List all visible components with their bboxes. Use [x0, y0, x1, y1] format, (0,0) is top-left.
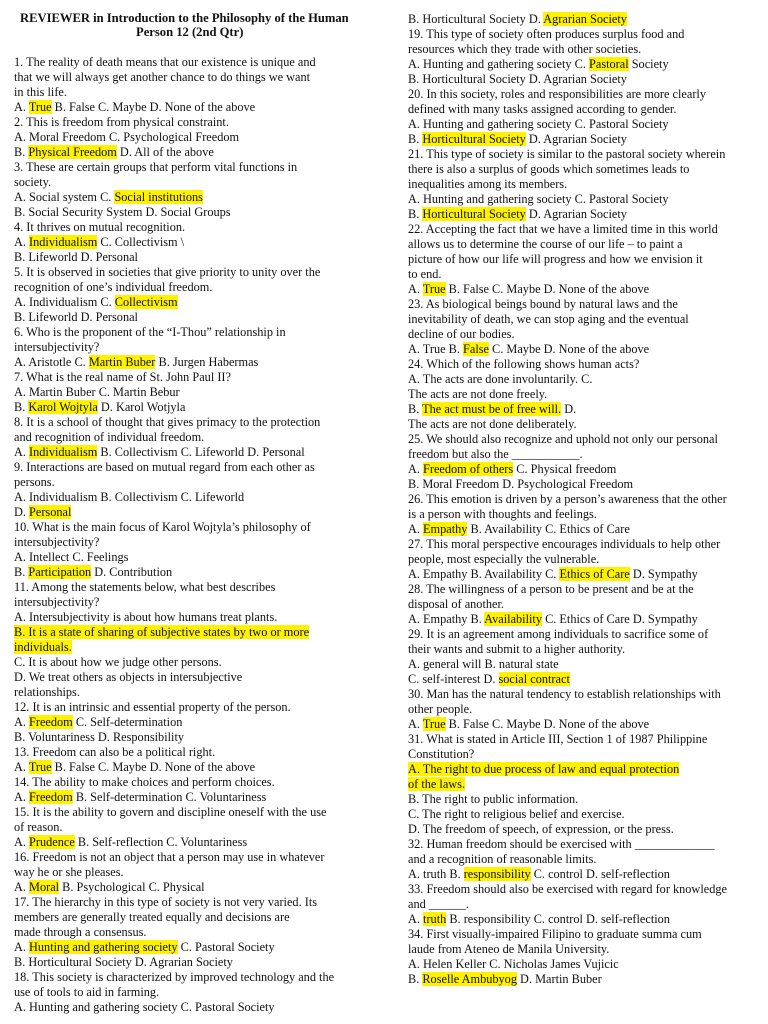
text-line: A. Freedom B. Self-determination C. Voluntariness: [14, 790, 267, 804]
text-line: 27. This moral perspective encourages individuals to help other: [408, 537, 721, 551]
highlighted-answer: social contract: [498, 672, 570, 686]
highlighted-answer: individuals.: [14, 640, 72, 654]
text-line: A. Individualism C. Collectivism: [14, 295, 178, 309]
text-line: A. Martin Buber C. Martin Bebur: [14, 385, 180, 399]
text-line: A. Empathy B. Availability C. Ethics of Care: [408, 522, 630, 536]
text-line: use of tools to aid in farming.: [14, 985, 160, 999]
text-line: The acts are not done freely.: [408, 387, 548, 401]
text-line: B. Roselle Ambubyog D. Martin Buber: [408, 972, 602, 986]
text-line: B. Lifeworld D. Personal: [14, 310, 138, 324]
highlighted-answer: of the laws.: [408, 777, 466, 791]
text-line: intersubjectivity?: [14, 595, 100, 609]
text-line: C. It is about how we judge other persons.: [14, 655, 222, 669]
highlighted-answer: Horticultural Society: [422, 132, 526, 146]
text-line: A. Hunting and gathering society C. Pastoral Society: [408, 192, 669, 206]
text-line: defined with many tasks assigned according to gender.: [408, 102, 677, 116]
highlighted-answer: B. It is a state of sharing of subjective states by two or more: [14, 625, 310, 639]
text-line: 5. It is observed in societies that give priority to unity over the: [14, 265, 321, 279]
text-line: A. Intersubjectivity is about how humans treat plants.: [14, 610, 278, 624]
text-line: A. Intellect C. Feelings: [14, 550, 129, 564]
text-line: A. True B. False C. Maybe D. None of the above: [14, 100, 256, 114]
highlighted-answer: True: [422, 282, 446, 296]
text-line: A. Prudence B. Self-reflection C. Voluntariness: [14, 835, 248, 849]
text-line: [14, 625, 309, 639]
text-line: other people.: [408, 702, 473, 716]
highlighted-answer: Prudence: [29, 835, 75, 849]
text-line: 10. What is the main focus of Karol Wojtyla’s philosophy of: [14, 520, 311, 534]
text-line: is a person with thoughts and feelings.: [408, 507, 597, 521]
text-line: A. Empathy B. Availability C. Ethics of Care D. Sympathy: [408, 612, 698, 626]
highlighted-answer: Personal: [29, 505, 72, 519]
text-line: D. We treat others as objects in intersubjective: [14, 670, 243, 684]
text-line: disposal of another.: [408, 597, 504, 611]
text-line: C. The right to religious belief and exercise.: [408, 807, 625, 821]
text-line: intersubjectivity?: [14, 535, 100, 549]
highlighted-answer: Physical Freedom: [28, 145, 117, 159]
highlighted-answer: Roselle Ambubyog: [422, 972, 517, 986]
highlighted-answer: True: [28, 100, 52, 114]
text-line: B. Lifeworld D. Personal: [14, 250, 138, 264]
text-line: 1. The reality of death means that our existence is unique and: [14, 55, 316, 69]
text-line: The acts are not done deliberately.: [408, 417, 577, 431]
text-line: A. Moral Freedom C. Psychological Freedom: [14, 130, 240, 144]
highlighted-answer: Moral: [29, 880, 60, 894]
text-line: 18. This society is characterized by improved technology and the: [14, 970, 335, 984]
text-line: and recognition of individual freedom.: [14, 430, 205, 444]
text-line: in this life.: [14, 85, 67, 99]
text-line: way he or she pleases.: [14, 865, 124, 879]
text-line: A. Aristotle C. Martin Buber B. Jurgen Habermas: [14, 355, 259, 369]
text-line: relationships.: [14, 685, 80, 699]
highlighted-answer: Availability: [484, 612, 542, 626]
text-line: 22. Accepting the fact that we have a limited time in this world: [408, 222, 718, 236]
text-line: 33. Freedom should also be exercised with regard for knowledge: [408, 882, 727, 896]
text-line: [408, 762, 679, 776]
text-line: 4. It thrives on mutual recognition.: [14, 220, 186, 234]
text-line: 19. This type of society often produces surplus food and: [408, 27, 685, 41]
highlighted-answer: responsibility: [463, 867, 531, 881]
text-line: 15. It is the ability to govern and discipline oneself with the use: [14, 805, 327, 819]
highlighted-answer: Ethics of Care: [559, 567, 630, 581]
text-line: C. self-interest D. social contract: [408, 672, 570, 686]
text-line: 2. This is freedom from physical constraint.: [14, 115, 229, 129]
text-line: A. Social system C. Social institutions: [14, 190, 203, 204]
text-line: recognition of one’s individual freedom.: [14, 280, 213, 294]
highlighted-answer: Collectivism: [114, 295, 178, 309]
text-line: persons.: [14, 475, 55, 489]
text-line: picture of how our life will progress and how we envision it: [408, 252, 703, 266]
text-line: A. True B. False C. Maybe D. None of the above: [408, 342, 650, 356]
text-line: B. Moral Freedom D. Psychological Freedom: [408, 477, 634, 491]
text-line: 31. What is stated in Article III, Section 1 of 1987 Philippine: [408, 732, 708, 746]
text-line: 25. We should also recognize and uphold not only our personal: [408, 432, 718, 446]
text-line: A. truth B. responsibility C. control D. self-reflection: [408, 867, 670, 881]
text-line: 26. This emotion is driven by a person’s awareness that the other: [408, 492, 727, 506]
text-line: 7. What is the real name of St. John Paul II?: [14, 370, 231, 384]
highlighted-answer: truth: [423, 912, 447, 926]
text-line: 8. It is a school of thought that gives primacy to the protection: [14, 415, 321, 429]
highlighted-answer: A. The right to due process of law and equal protection: [408, 762, 680, 776]
text-line: and ______.: [408, 897, 469, 911]
highlighted-answer: Freedom: [29, 715, 73, 729]
text-line: A. The acts are done involuntarily. C.: [408, 372, 593, 386]
highlighted-answer: Hunting and gathering society: [29, 940, 178, 954]
text-line: A. Freedom of others C. Physical freedom: [408, 462, 617, 476]
text-line: of reason.: [14, 820, 63, 834]
text-line: 6. Who is the proponent of the “I-Thou” relationship in: [14, 325, 286, 339]
text-line: D. Personal: [14, 505, 72, 519]
text-line: 16. Freedom is not an object that a person may use in whatever: [14, 850, 325, 864]
text-line: 17. The hierarchy in this type of society is not very varied. Its: [14, 895, 318, 909]
highlighted-answer: Agrarian Society: [543, 12, 627, 26]
text-line: B. Horticultural Society D. Agrarian Society: [408, 132, 627, 146]
text-line: A. Hunting and gathering society C. Pastoral Society: [408, 57, 669, 71]
text-line: B. The act must be of free will. D.: [408, 402, 577, 416]
highlighted-answer: Individualism: [29, 235, 98, 249]
text-line: freedom but also the ___________.: [408, 447, 583, 461]
highlighted-answer: The act must be of free will.: [422, 402, 562, 416]
text-line: B. Social Security System D. Social Groups: [14, 205, 231, 219]
text-line: inequalities among its members.: [408, 177, 568, 191]
text-line: their wants and submit to a higher authority.: [408, 642, 626, 656]
text-line: [14, 640, 72, 654]
highlighted-answer: True: [28, 760, 52, 774]
text-line: B. Participation D. Contribution: [14, 565, 173, 579]
text-line: A. Individualism C. Collectivism \: [14, 235, 185, 249]
text-line: 28. The willingness of a person to be present and be at the: [408, 582, 694, 596]
highlighted-answer: False: [463, 342, 489, 356]
text-line: A. True B. False C. Maybe D. None of the above: [14, 760, 256, 774]
text-line: A. Helen Keller C. Nicholas James Vujicic: [408, 957, 619, 971]
text-line: 9. Interactions are based on mutual regard from each other as: [14, 460, 315, 474]
highlighted-answer: Individualism: [29, 445, 98, 459]
text-line: there is also a surplus of goods which sometimes leads to: [408, 162, 690, 176]
highlighted-answer: Freedom of others: [423, 462, 514, 476]
highlighted-answer: Participation: [28, 565, 92, 579]
text-line: A. Hunting and gathering society C. Pastoral Society: [14, 940, 275, 954]
text-line: 14. The ability to make choices and perform choices.: [14, 775, 275, 789]
text-line: 24. Which of the following shows human acts?: [408, 357, 640, 371]
text-line: B. Horticultural Society D. Agrarian Society: [408, 12, 627, 26]
text-line: A. truth B. responsibility C. control D. self-reflection: [408, 912, 670, 926]
document-title: REVIEWER in Introduction to the Philosophy of the Human: [20, 11, 349, 25]
text-line: inevitability of death, we can stop aging and the eventual: [408, 312, 689, 326]
text-line: resources which they trade with other societies.: [408, 42, 642, 56]
highlighted-answer: Martin Buber: [88, 355, 156, 369]
text-line: 12. It is an intrinsic and essential property of the person.: [14, 700, 291, 714]
highlighted-answer: Empathy: [423, 522, 468, 536]
text-line: 30. Man has the natural tendency to establish relationships with: [408, 687, 721, 701]
text-line: A. Moral B. Psychological C. Physical: [14, 880, 205, 894]
text-line: B. Horticultural Society D. Agrarian Society: [408, 207, 627, 221]
text-line: A. True B. False C. Maybe D. None of the above: [408, 717, 650, 731]
text-line: laude from Ateneo de Manila University.: [408, 942, 610, 956]
text-line: A. Hunting and gathering society C. Pastoral Society: [408, 117, 669, 131]
highlighted-answer: Freedom: [29, 790, 73, 804]
highlighted-answer: Karol Wojtyla: [28, 400, 98, 414]
text-line: 20. In this society, roles and responsibilities are more clearly: [408, 87, 707, 101]
text-line: made through a consensus.: [14, 925, 147, 939]
text-line: A. Freedom C. Self-determination: [14, 715, 183, 729]
text-line: allows us to determine the course of our life – to paint a: [408, 237, 683, 251]
text-line: B. Horticultural Society D. Agrarian Society: [408, 72, 627, 86]
text-line: A. True B. False C. Maybe D. None of the above: [408, 282, 650, 296]
text-line: A. Individualism B. Collectivism C. Lifeworld: [14, 490, 245, 504]
document-subtitle: Person 12 (2nd Qtr): [136, 25, 244, 39]
text-line: [408, 777, 465, 791]
text-line: society.: [14, 175, 52, 189]
text-line: people, most especially the vulnerable.: [408, 552, 600, 566]
text-line: D. The freedom of speech, of expression, or the press.: [408, 822, 674, 836]
text-line: 34. First visually-impaired Filipino to graduate summa cum: [408, 927, 702, 941]
highlighted-answer: Horticultural Society: [422, 207, 526, 221]
text-line: Constitution?: [408, 747, 475, 761]
text-line: 32. Human freedom should be exercised with _____________: [408, 837, 715, 851]
text-line: A. Hunting and gathering society C. Pastoral Society: [14, 1000, 275, 1014]
text-line: to end.: [408, 267, 442, 281]
text-line: 11. Among the statements below, what best describes: [14, 580, 276, 594]
text-line: B. Karol Wojtyla D. Karol Wotjyla: [14, 400, 186, 414]
highlighted-answer: True: [422, 717, 446, 731]
text-line: intersubjectivity?: [14, 340, 100, 354]
text-line: B. Physical Freedom D. All of the above: [14, 145, 214, 159]
text-line: B. Horticultural Society D. Agrarian Society: [14, 955, 233, 969]
text-line: members are generally treated equally and decisions are: [14, 910, 290, 924]
text-line: B. Voluntariness D. Responsibility: [14, 730, 185, 744]
text-line: 29. It is an agreement among individuals to sacrifice some of: [408, 627, 709, 641]
text-line: B. The right to public information.: [408, 792, 579, 806]
text-line: A. Empathy B. Availability C. Ethics of Care D. Sympathy: [408, 567, 698, 581]
text-line: decline of our bodies.: [408, 327, 515, 341]
text-line: 3. These are certain groups that perform vital functions in: [14, 160, 298, 174]
text-line: 23. As biological beings bound by natural laws and the: [408, 297, 678, 311]
highlighted-answer: Pastoral: [589, 57, 629, 71]
text-line: that we will always get another chance to do things we want: [14, 70, 311, 84]
text-line: A. Individualism B. Collectivism C. Lifeworld D. Personal: [14, 445, 305, 459]
text-line: 13. Freedom can also be a political right.: [14, 745, 216, 759]
text-line: 21. This type of society is similar to the pastoral society wherein: [408, 147, 726, 161]
text-line: and a recognition of reasonable limits.: [408, 852, 597, 866]
highlighted-answer: Social institutions: [114, 190, 203, 204]
text-line: A. general will B. natural state: [408, 657, 559, 671]
